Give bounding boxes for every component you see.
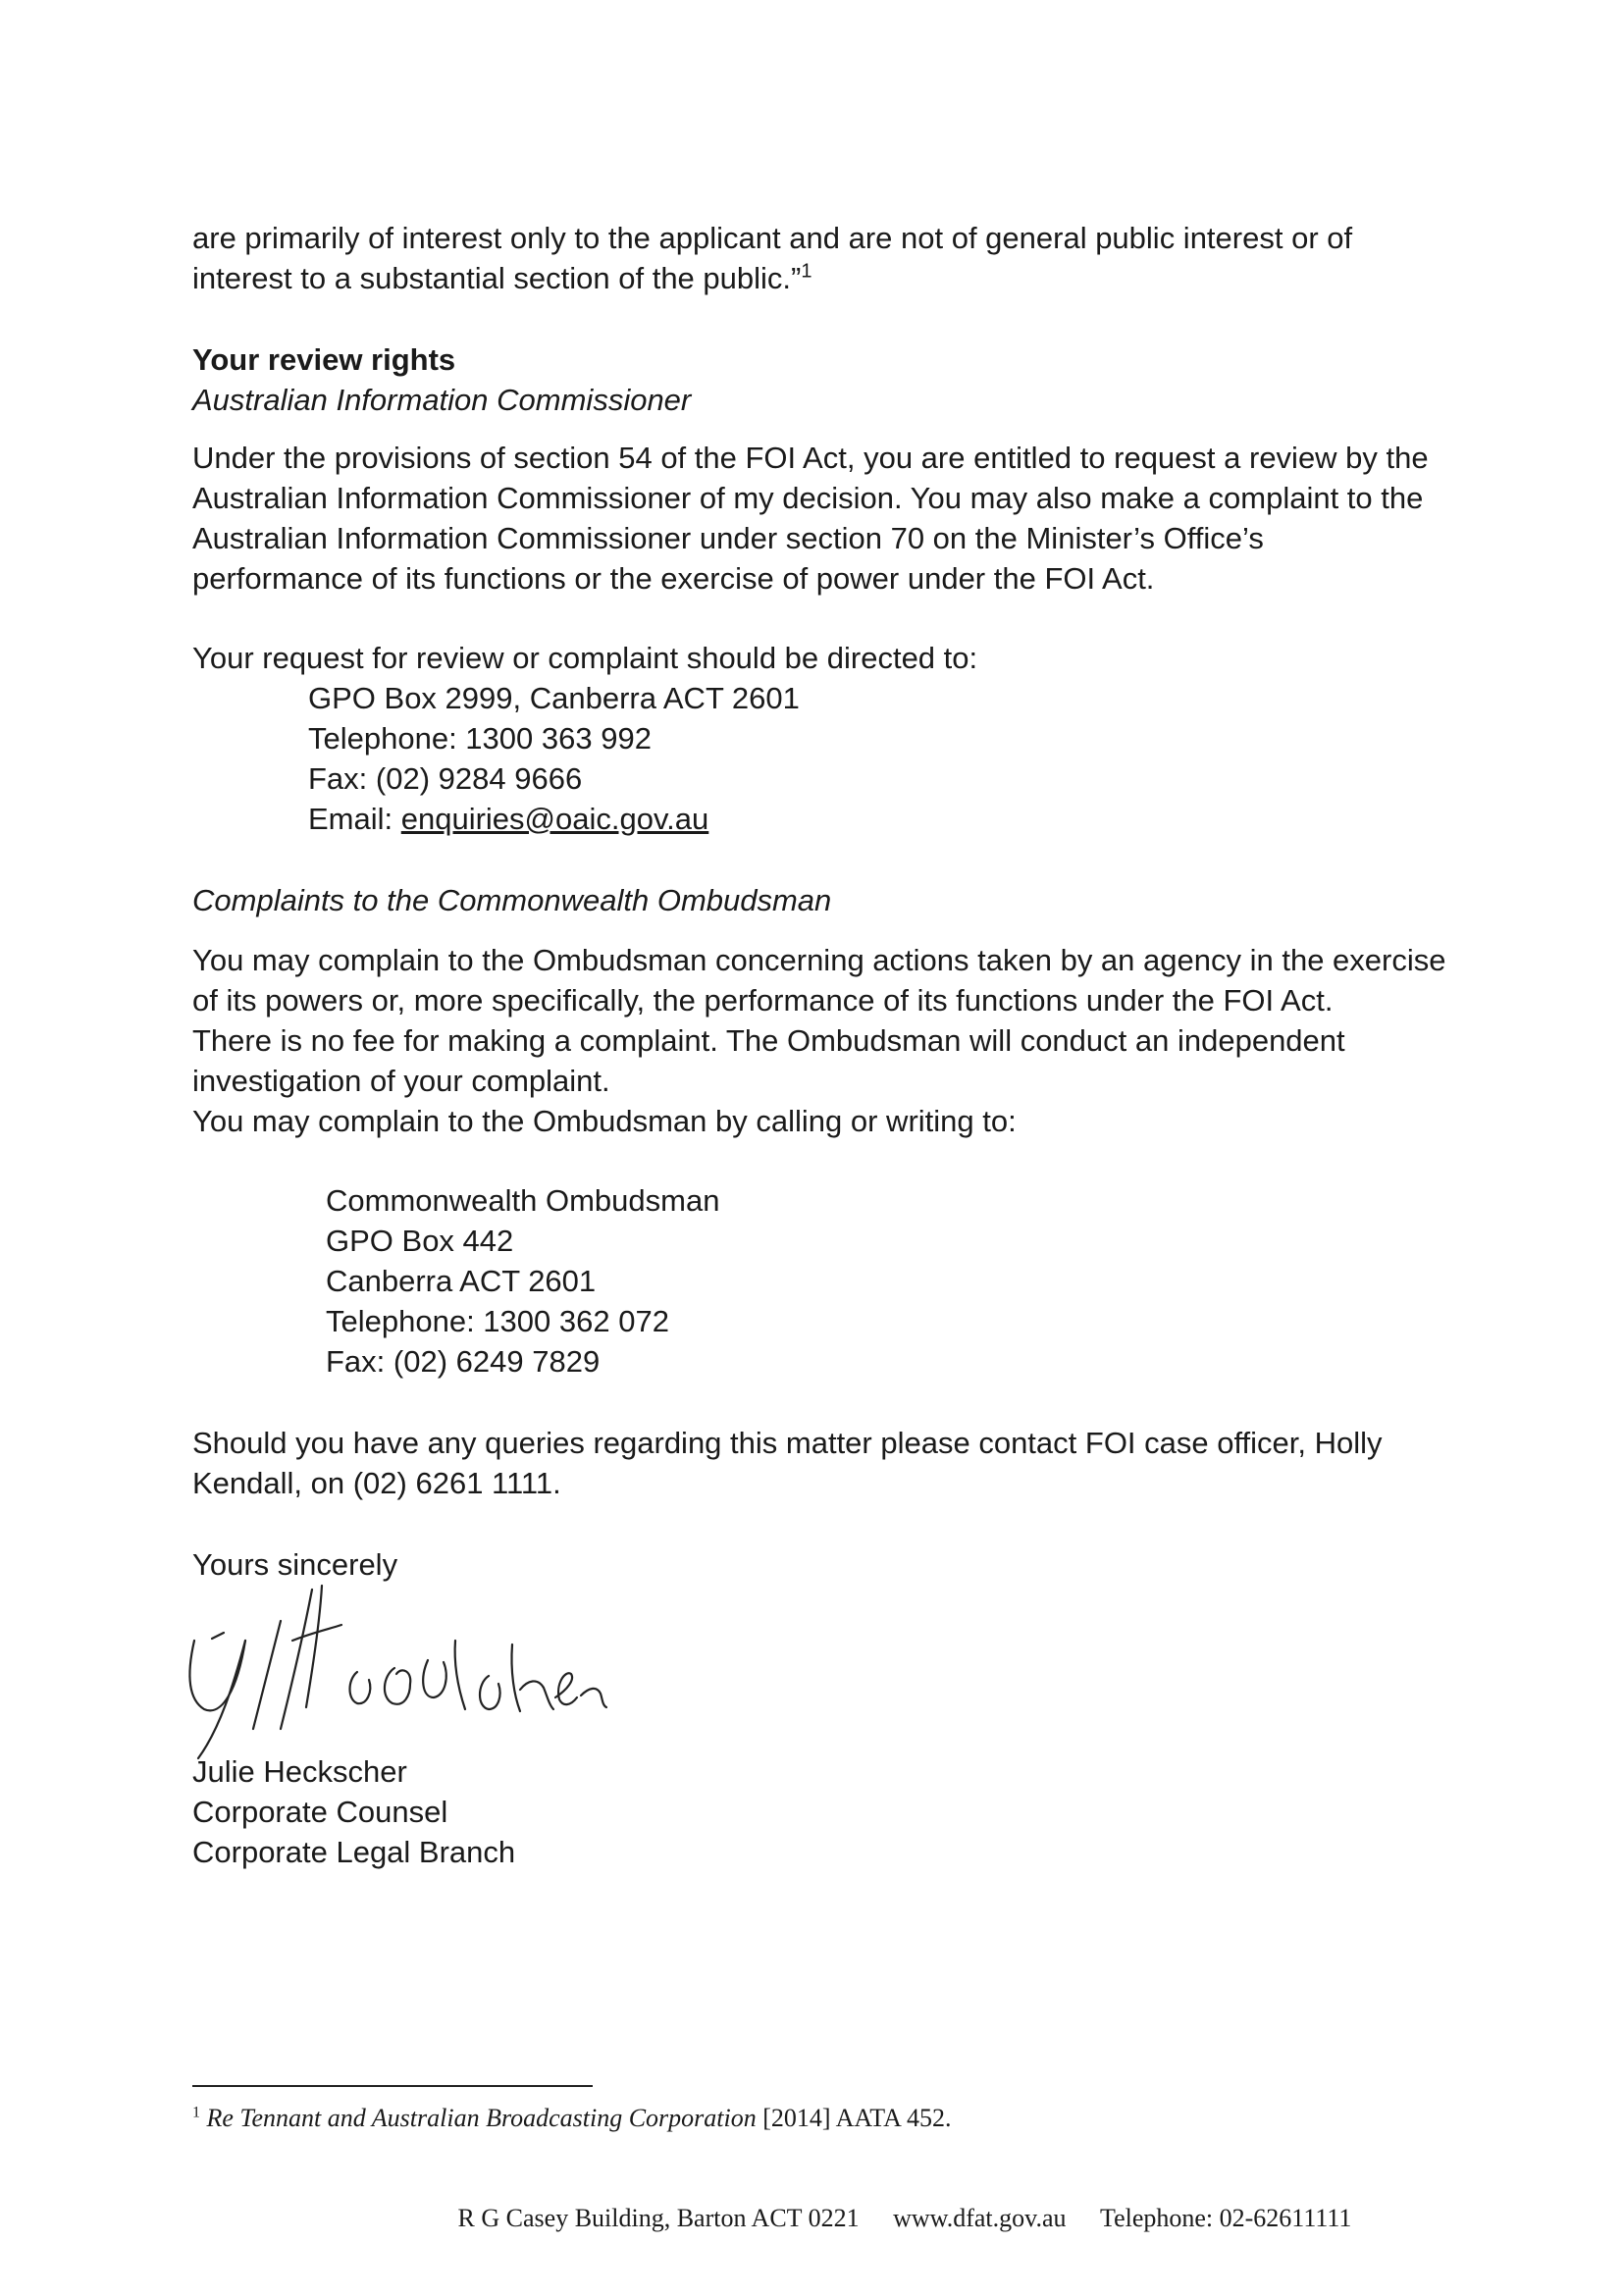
footer-address: R G Casey Building, Barton ACT 0221 xyxy=(457,2204,860,2232)
intro-line-2 xyxy=(192,258,1468,298)
oaic-email-line xyxy=(308,799,1468,839)
intro-line-1: are primarily of interest only to the applicant and are not of general public interest or of xyxy=(192,221,1353,255)
footnote-number: 1 xyxy=(192,2104,200,2121)
page-footer xyxy=(0,2202,1623,2235)
closing-block xyxy=(192,1544,1468,1585)
signatory-title: Corporate Counsel xyxy=(192,1795,448,1829)
footnote-case-name: Re Tennant and Australian Broadcasting Corporation xyxy=(206,2104,757,2132)
footer-telephone: Telephone: 02-62611111 xyxy=(1100,2204,1352,2232)
footnote-divider xyxy=(192,2085,593,2087)
review-line-4: performance of its functions or the exercise of power under the FOI Act. xyxy=(192,561,1155,596)
queries-line-1: Should you have any queries regarding this matter please contact FOI case officer, Holly xyxy=(192,1426,1383,1460)
oaic-contact-block xyxy=(192,638,1468,839)
oaic-po-box: GPO Box 2999, Canberra ACT 2601 xyxy=(308,681,800,715)
review-rights-section xyxy=(192,339,1468,420)
review-rights-paragraph xyxy=(192,438,1468,599)
ombudsman-line-4: investigation of your complaint. xyxy=(192,1064,610,1098)
ombudsman-address-line-3: Canberra ACT 2601 xyxy=(326,1264,597,1298)
ombudsman-address-line-4: Telephone: 1300 362 072 xyxy=(326,1304,669,1338)
closing-line: Yours sincerely xyxy=(192,1547,398,1582)
oaic-email-link[interactable]: enquiries@oaic.gov.au xyxy=(400,802,709,836)
signatory-branch: Corporate Legal Branch xyxy=(192,1835,516,1869)
signatory-name: Julie Heckscher xyxy=(192,1754,407,1789)
queries-line-2: Kendall, on (02) 6261 1111. xyxy=(192,1466,561,1500)
handwritten-signature xyxy=(165,1582,714,1768)
footnote xyxy=(192,2102,951,2135)
footnote-citation: [2014] AATA 452. xyxy=(756,2104,952,2132)
intro-line-2-text: interest to a substantial section of the public.” xyxy=(192,261,802,295)
signatory-block xyxy=(192,1751,1468,1872)
intro-paragraph xyxy=(192,218,1468,298)
ombudsman-line-5: You may complain to the Ombudsman by calling or writing to: xyxy=(192,1104,1017,1138)
directed-to-line: Your request for review or complaint should be directed to: xyxy=(192,641,978,675)
oaic-subheading: Australian Information Commissioner xyxy=(192,383,692,417)
review-rights-heading: Your review rights xyxy=(192,342,456,377)
queries-paragraph xyxy=(192,1423,1468,1503)
ombudsman-paragraph xyxy=(192,940,1468,1141)
oaic-fax: Fax: (02) 9284 9666 xyxy=(308,761,583,796)
ombudsman-line-3: There is no fee for making a complaint. The Ombudsman will conduct an independent xyxy=(192,1023,1345,1058)
oaic-telephone: Telephone: 1300 363 992 xyxy=(308,721,652,756)
footer-website[interactable]: www.dfat.gov.au xyxy=(893,2204,1067,2232)
ombudsman-subheading: Complaints to the Commonwealth Ombudsman xyxy=(192,883,832,917)
review-line-1: Under the provisions of section 54 of the FOI Act, you are entitled to request a review by the xyxy=(192,441,1429,475)
footnote-ref: 1 xyxy=(801,260,812,283)
review-line-3: Australian Information Commissioner under section 70 on the Minister’s Office’s xyxy=(192,521,1264,555)
oaic-email-label: Email: xyxy=(308,802,401,836)
ombudsman-address-line-5: Fax: (02) 6249 7829 xyxy=(326,1344,601,1379)
ombudsman-line-1: You may complain to the Ombudsman concerning actions taken by an agency in the exercise xyxy=(192,943,1446,977)
ombudsman-line-2: of its powers or, more specifically, the performance of its functions under the FOI Act. xyxy=(192,983,1334,1018)
oaic-address xyxy=(192,678,1468,839)
ombudsman-subheading-block xyxy=(192,880,1468,920)
ombudsman-address-line-1: Commonwealth Ombudsman xyxy=(326,1183,720,1218)
ombudsman-address xyxy=(192,1180,1601,1382)
review-line-2: Australian Information Commissioner of my decision. You may also make a complaint to the xyxy=(192,481,1424,515)
ombudsman-address-line-2: GPO Box 442 xyxy=(326,1224,514,1258)
